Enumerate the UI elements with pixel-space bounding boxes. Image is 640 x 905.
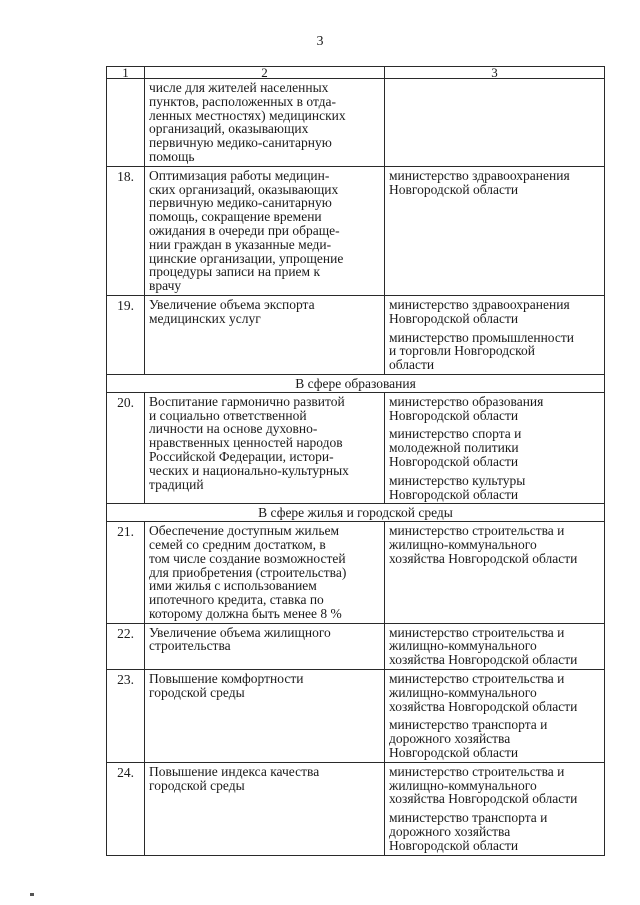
- section-title: В сфере образования: [107, 374, 605, 392]
- row-number: 19.: [107, 295, 145, 374]
- responsible-cell: [385, 166, 605, 295]
- task-cell: [145, 79, 385, 167]
- responsible-ministry: министерство культуры Новгородской области: [389, 472, 526, 502]
- row-number: 20.: [107, 392, 145, 504]
- task-cell: [145, 166, 385, 295]
- responsible-cell: [385, 670, 605, 763]
- task-cell: [145, 392, 385, 504]
- responsible-cell: [385, 522, 605, 624]
- task-text: Воспитание гармонично развитой и социально ответственной личности на основе духовно- нравственных ценностей народов Российской Федерации, истори- ческих и национально-культурных традиций: [149, 393, 349, 492]
- responsible-ministry: министерство спорта и молодежной политики Новгородской области: [389, 426, 522, 469]
- task-text: числе для жителей населенных пунктов, расположенных в отда- ленных местностях) медицинских организаций, оказывающих первичную медико-санитарную помощь: [149, 80, 346, 164]
- table-row: [107, 762, 605, 855]
- responsible-cell: [385, 762, 605, 855]
- task-text: Повышение индекса качества городской среды: [149, 763, 320, 793]
- responsible-ministry: министерство транспорта и дорожного хозяйства Новгородской области: [389, 810, 548, 853]
- table-row: [107, 166, 605, 295]
- responsible-cell: [385, 79, 605, 167]
- responsible-ministry: министерство образования Новгородской области: [389, 393, 544, 423]
- section-title: В сфере жилья и городской среды: [107, 504, 605, 522]
- task-cell: [145, 522, 385, 624]
- task-text: Повышение комфортности городской среды: [149, 671, 304, 700]
- task-text: Обеспечение доступным жильем семей со средним достатком, в том числе создание возможностей для приобретения (строительства) ими жилья с использованием ипотечного кредита, ставка по которому должна быть менее 8 %: [149, 523, 347, 621]
- row-number: 24.: [107, 762, 145, 855]
- table-body: [107, 67, 605, 856]
- measures-table: [106, 66, 605, 856]
- section-housing-row: [107, 504, 605, 522]
- continuation-row: [107, 79, 605, 167]
- task-cell: [145, 762, 385, 855]
- table-row: [107, 670, 605, 763]
- column-number-1: 1: [107, 67, 145, 79]
- task-cell: [145, 295, 385, 374]
- responsible-cell: [385, 392, 605, 504]
- responsible-cell: [385, 295, 605, 374]
- responsible-ministry: министерство здравоохранения Новгородской области: [389, 296, 570, 326]
- column-number-3: 3: [385, 67, 605, 79]
- task-text: Оптимизация работы медицин- ских организаций, оказывающих первичную медико-санитарную помощь, сокращение времени ожидания в очереди при обраще- нии граждан в указанные меди- цинские организации, упрощение процедуры записи на прием к врачу: [149, 167, 344, 294]
- responsible-ministry: министерство строительства и жилищно-коммунального хозяйства Новгородской области: [389, 523, 578, 566]
- page-number: 3: [316, 34, 324, 49]
- row-number: 23.: [107, 670, 145, 763]
- responsible-ministry: министерство транспорта и дорожного хозяйства Новгородской области: [389, 717, 548, 761]
- table-row: [107, 392, 605, 504]
- section-education-row: [107, 374, 605, 392]
- responsible-cell: [385, 623, 605, 669]
- responsible-ministry: министерство строительства и жилищно-коммунального хозяйства Новгородской области: [389, 624, 578, 668]
- responsible-ministry: министерство строительства и жилищно-коммунального хозяйства Новгородской области: [389, 671, 578, 714]
- task-text: Увеличение объема жилищного строительства: [149, 624, 331, 654]
- task-cell: [145, 623, 385, 669]
- responsible-ministry: министерство строительства и жилищно-коммунального хозяйства Новгородской области: [389, 763, 578, 807]
- row-number: 18.: [107, 166, 145, 295]
- table-row: [107, 623, 605, 669]
- row-number: 21.: [107, 522, 145, 624]
- responsible-ministry: министерство промышленности и торговли Новгородской области: [389, 329, 575, 373]
- column-number-2: 2: [145, 67, 385, 79]
- row-number: [107, 79, 145, 167]
- responsible-ministry: министерство здравоохранения Новгородской области: [389, 167, 570, 197]
- table-row: [107, 522, 605, 624]
- task-cell: [145, 670, 385, 763]
- scan-artifact: [30, 893, 34, 896]
- column-number-row: [107, 67, 605, 79]
- row-number: 22.: [107, 623, 145, 669]
- table-row: [107, 295, 605, 374]
- task-text: Увеличение объема экспорта медицинских услуг: [149, 296, 315, 326]
